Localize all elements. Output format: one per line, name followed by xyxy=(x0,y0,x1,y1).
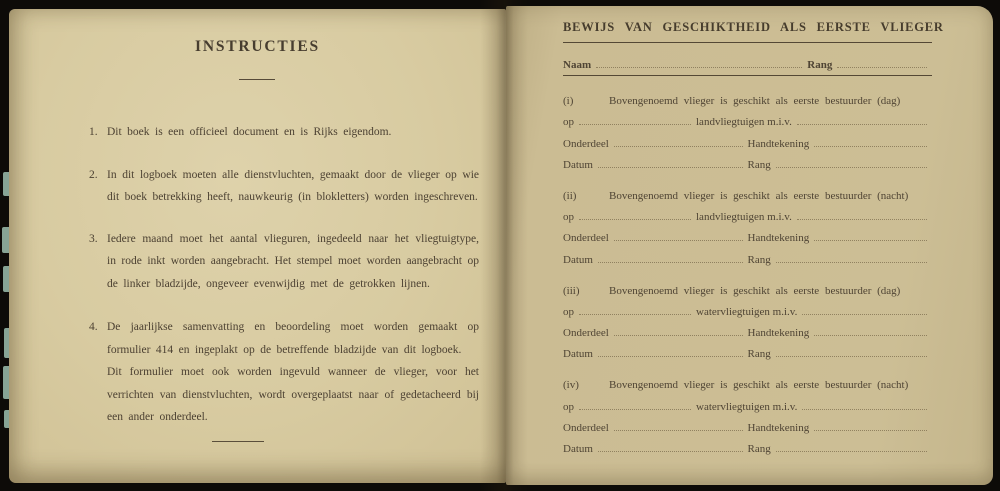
dotted-line xyxy=(776,166,927,168)
item-number: 1. xyxy=(89,126,98,138)
signature-label: Handtekening xyxy=(747,421,810,434)
rank-label: Rang xyxy=(747,253,771,266)
date-label: Datum xyxy=(563,348,593,361)
unit-label: Onderdeel xyxy=(563,327,609,340)
dotted-line xyxy=(598,450,743,452)
instruction-item-4 xyxy=(89,316,479,429)
instruction-item-3 xyxy=(89,228,479,296)
dotted-line xyxy=(814,334,927,336)
item-text-continued: Dit formulier moet ook worden ingevuld wanneer de vlieger, voor het verrichten van dienstvluchten, wordt overgeplaatst naar of gedetacheerd bij een ander onderdeel. xyxy=(107,366,479,423)
dotted-line xyxy=(776,261,927,263)
unit-signature-row xyxy=(563,318,932,339)
date-rank-row xyxy=(563,339,932,360)
dotted-line xyxy=(598,261,743,263)
dotted-line xyxy=(802,313,927,315)
statement-row xyxy=(563,86,932,107)
item-text: De jaarlijkse samenvatting en beoordeling moet worden gemaakt op formulier 414 en ingeplakt op de betreffende bladzijde van dit logboek. xyxy=(107,321,479,356)
signature-label: Handtekening xyxy=(747,232,810,245)
date-rank-row xyxy=(563,244,932,265)
dotted-line xyxy=(614,429,743,431)
statement-row xyxy=(563,276,932,297)
unit-signature-row xyxy=(563,223,932,244)
item-number: 2. xyxy=(89,168,98,181)
dotted-line xyxy=(614,239,743,241)
date-label: Datum xyxy=(563,158,593,171)
right-page xyxy=(506,6,993,485)
dotted-line xyxy=(802,408,927,410)
certificate-form xyxy=(563,20,944,455)
section-numeral: (i) xyxy=(563,95,574,108)
rank-label: Rang xyxy=(747,158,771,171)
aircraft-type-label: watervliegtuigen m.i.v. xyxy=(696,305,798,318)
dotted-line xyxy=(579,408,691,410)
unit-label: Onderdeel xyxy=(563,137,609,150)
certificate-title: BEWIJS VAN GESCHIKTHEID ALS EERSTE VLIEGER xyxy=(563,20,932,43)
aircraft-type-label: landvliegtuigen m.i.v. xyxy=(696,116,792,129)
instruction-item-2 xyxy=(89,164,479,209)
section-numeral: (ii) xyxy=(563,189,577,202)
dotted-line xyxy=(614,145,743,147)
unit-signature-row xyxy=(563,128,932,149)
rank-dotted-line xyxy=(837,66,927,68)
instructions-list xyxy=(89,121,479,429)
statement-text: Bovengenoemd vlieger is geschikt als eerste bestuurder (nacht) xyxy=(609,379,909,392)
unit-label: Onderdeel xyxy=(563,232,609,245)
item-text: Dit boek is een officieel document en is Rijks eigendom. xyxy=(107,126,392,138)
dotted-line xyxy=(814,239,927,241)
item-number: 3. xyxy=(89,232,98,245)
certificate-section-3 xyxy=(563,276,932,361)
signature-label: Handtekening xyxy=(747,327,810,340)
statement-text: Bovengenoemd vlieger is geschikt als eerste bestuurder (dag) xyxy=(609,95,901,108)
aircraft-row xyxy=(563,107,932,128)
date-rank-row xyxy=(563,150,932,171)
statement-row xyxy=(563,370,932,391)
instructions-title: INSTRUCTIES xyxy=(195,38,320,55)
dotted-line xyxy=(614,334,743,336)
rank-label: Rang xyxy=(747,443,771,455)
name-label: Naam xyxy=(563,59,592,71)
dotted-line xyxy=(579,123,691,125)
dotted-line xyxy=(598,355,743,357)
item-number: 4. xyxy=(89,321,98,333)
op-label: op xyxy=(563,116,574,129)
dotted-line xyxy=(776,355,927,357)
dotted-line xyxy=(797,123,927,125)
aircraft-row xyxy=(563,297,932,318)
statement-text: Bovengenoemd vlieger is geschikt als eerste bestuurder (nacht) xyxy=(609,189,909,202)
op-label: op xyxy=(563,211,574,224)
rank-label: Rang xyxy=(747,348,771,361)
signature-label: Handtekening xyxy=(747,137,810,150)
unit-label: Onderdeel xyxy=(563,421,609,434)
dotted-line xyxy=(776,450,927,452)
certificate-section-1 xyxy=(563,86,932,171)
date-label: Datum xyxy=(563,253,593,266)
unit-signature-row xyxy=(563,413,932,434)
dotted-line xyxy=(579,218,691,220)
instruction-item-1 xyxy=(89,121,479,144)
dotted-line xyxy=(797,218,927,220)
section-numeral: (iii) xyxy=(563,284,580,297)
aircraft-row xyxy=(563,202,932,223)
date-label: Datum xyxy=(563,443,593,455)
item-text: Iedere maand moet het aantal vlieguren, ingedeeld naar het vliegtuigtype, in rode inkt worden aangebracht. Het stempel moet worden aangebracht op de linker bladzijde, ongeveer evenwijdig met de getrokken lijnen. xyxy=(107,232,479,290)
aircraft-type-label: watervliegtuigen m.i.v. xyxy=(696,400,798,413)
op-label: op xyxy=(563,305,574,318)
left-page xyxy=(9,9,506,483)
certificate-section-2 xyxy=(563,181,932,266)
rank-label: Rang xyxy=(807,59,833,71)
dotted-line xyxy=(814,429,927,431)
dotted-line xyxy=(579,313,691,315)
aircraft-type-label: landvliegtuigen m.i.v. xyxy=(696,211,792,224)
title-divider-rule xyxy=(239,79,275,80)
header-rule xyxy=(563,75,932,76)
statement-text: Bovengenoemd vlieger is geschikt als eerste bestuurder (dag) xyxy=(609,284,901,297)
dotted-line xyxy=(814,145,927,147)
name-rank-row xyxy=(563,55,932,71)
op-label: op xyxy=(563,400,574,413)
end-divider-rule xyxy=(212,441,264,442)
certificate-section-4 xyxy=(563,370,932,455)
item-text: In dit logboek moeten alle dienstvluchten, gemaakt door de vlieger op wie dit boek betrekking heeft, nauwkeurig (in blokletters) worden ingeschreven. xyxy=(107,168,479,203)
statement-row xyxy=(563,181,932,202)
name-dotted-line xyxy=(596,66,802,68)
dotted-line xyxy=(598,166,743,168)
date-rank-row xyxy=(563,434,932,455)
aircraft-row xyxy=(563,391,932,412)
section-numeral: (iv) xyxy=(563,379,579,392)
